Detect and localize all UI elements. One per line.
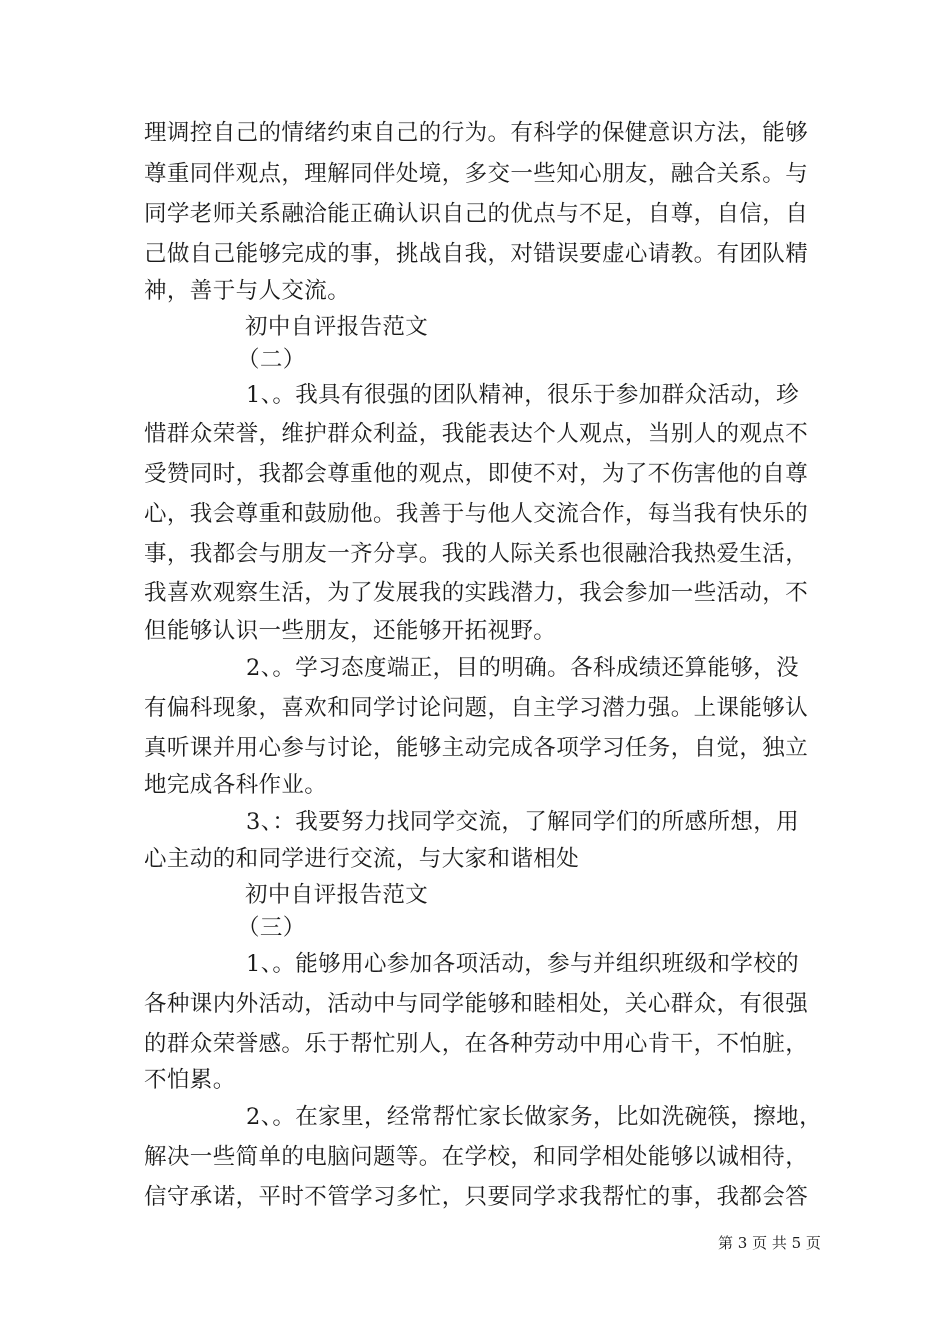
- section-number: （三）: [237, 915, 306, 941]
- paragraph-line: 地完成各科作业。: [144, 772, 328, 798]
- paragraph-line: 但能够认识一些朋友，还能够开拓视野。: [144, 618, 557, 644]
- paragraph-line: 不怕累。: [144, 1067, 236, 1093]
- page-number: 第 3 页 共 5 页: [718, 1234, 821, 1252]
- paragraph-line: 解决一些简单的电脑问题等。在学校，和同学相处能够以诚相待，: [144, 1144, 809, 1170]
- section-title: 初中自评报告范文: [245, 882, 429, 908]
- paragraph-line: 心主动的和同学进行交流，与大家和谐相处: [144, 846, 580, 872]
- paragraph-line: 各种课内外活动，活动中与同学能够和睦相处，关心群众，有很强: [144, 991, 809, 1017]
- paragraph-line: 惜群众荣誉，维护群众利益，我能表达个人观点，当别人的观点不: [144, 421, 809, 447]
- paragraph-line: 信守承诺，平时不管学习多忙，只要同学求我帮忙的事，我都会答: [144, 1184, 809, 1210]
- paragraph-line: 尊重同伴观点，理解同伴处境，多交一些知心朋友，融合关系。与: [144, 161, 809, 187]
- paragraph-line: 2、。学习态度端正，目的明确。各科成绩还算能够，没: [246, 655, 800, 681]
- paragraph-line: 1、。我具有很强的团队精神，很乐于参加群众活动，珍: [246, 382, 800, 408]
- paragraph-line: 心，我会尊重和鼓励他。我善于与他人交流合作，每当我有快乐的: [144, 501, 809, 527]
- paragraph-line: 我喜欢观察生活，为了发展我的实践潜力，我会参加一些活动，不: [144, 580, 809, 606]
- paragraph-line: 理调控自己的情绪约束自己的行为。有科学的保健意识方法，能够: [144, 120, 809, 146]
- paragraph-line: 事，我都会与朋友一齐分享。我的人际关系也很融洽我热爱生活，: [144, 541, 809, 567]
- paragraph-line: 2、。在家里，经常帮忙家长做家务，比如洗碗筷，擦地，: [246, 1104, 822, 1130]
- paragraph-line: 有偏科现象，喜欢和同学讨论问题，自主学习潜力强。上课能够认: [144, 695, 809, 721]
- paragraph-line: 1、。能够用心参加各项活动，参与并组织班级和学校的: [246, 951, 800, 977]
- paragraph-line: 真听课并用心参与讨论，能够主动完成各项学习任务，自觉，独立: [144, 735, 809, 761]
- paragraph-line: 神，善于与人交流。: [144, 278, 351, 304]
- section-number: （二）: [237, 347, 306, 373]
- paragraph-line: 己做自己能够完成的事，挑战自我，对错误要虚心请教。有团队精: [144, 241, 809, 267]
- paragraph-line: 3、：我要努力找同学交流，了解同学们的所感所想，用: [246, 809, 800, 835]
- paragraph-line: 同学老师关系融洽能正确认识自己的优点与不足，自尊，自信，自: [144, 201, 809, 227]
- section-title: 初中自评报告范文: [245, 314, 429, 340]
- paragraph-line: 受赞同时，我都会尊重他的观点，即使不对，为了不伤害他的自尊: [144, 461, 809, 487]
- paragraph-line: 的群众荣誉感。乐于帮忙别人，在各种劳动中用心肯干，不怕脏，: [144, 1031, 809, 1057]
